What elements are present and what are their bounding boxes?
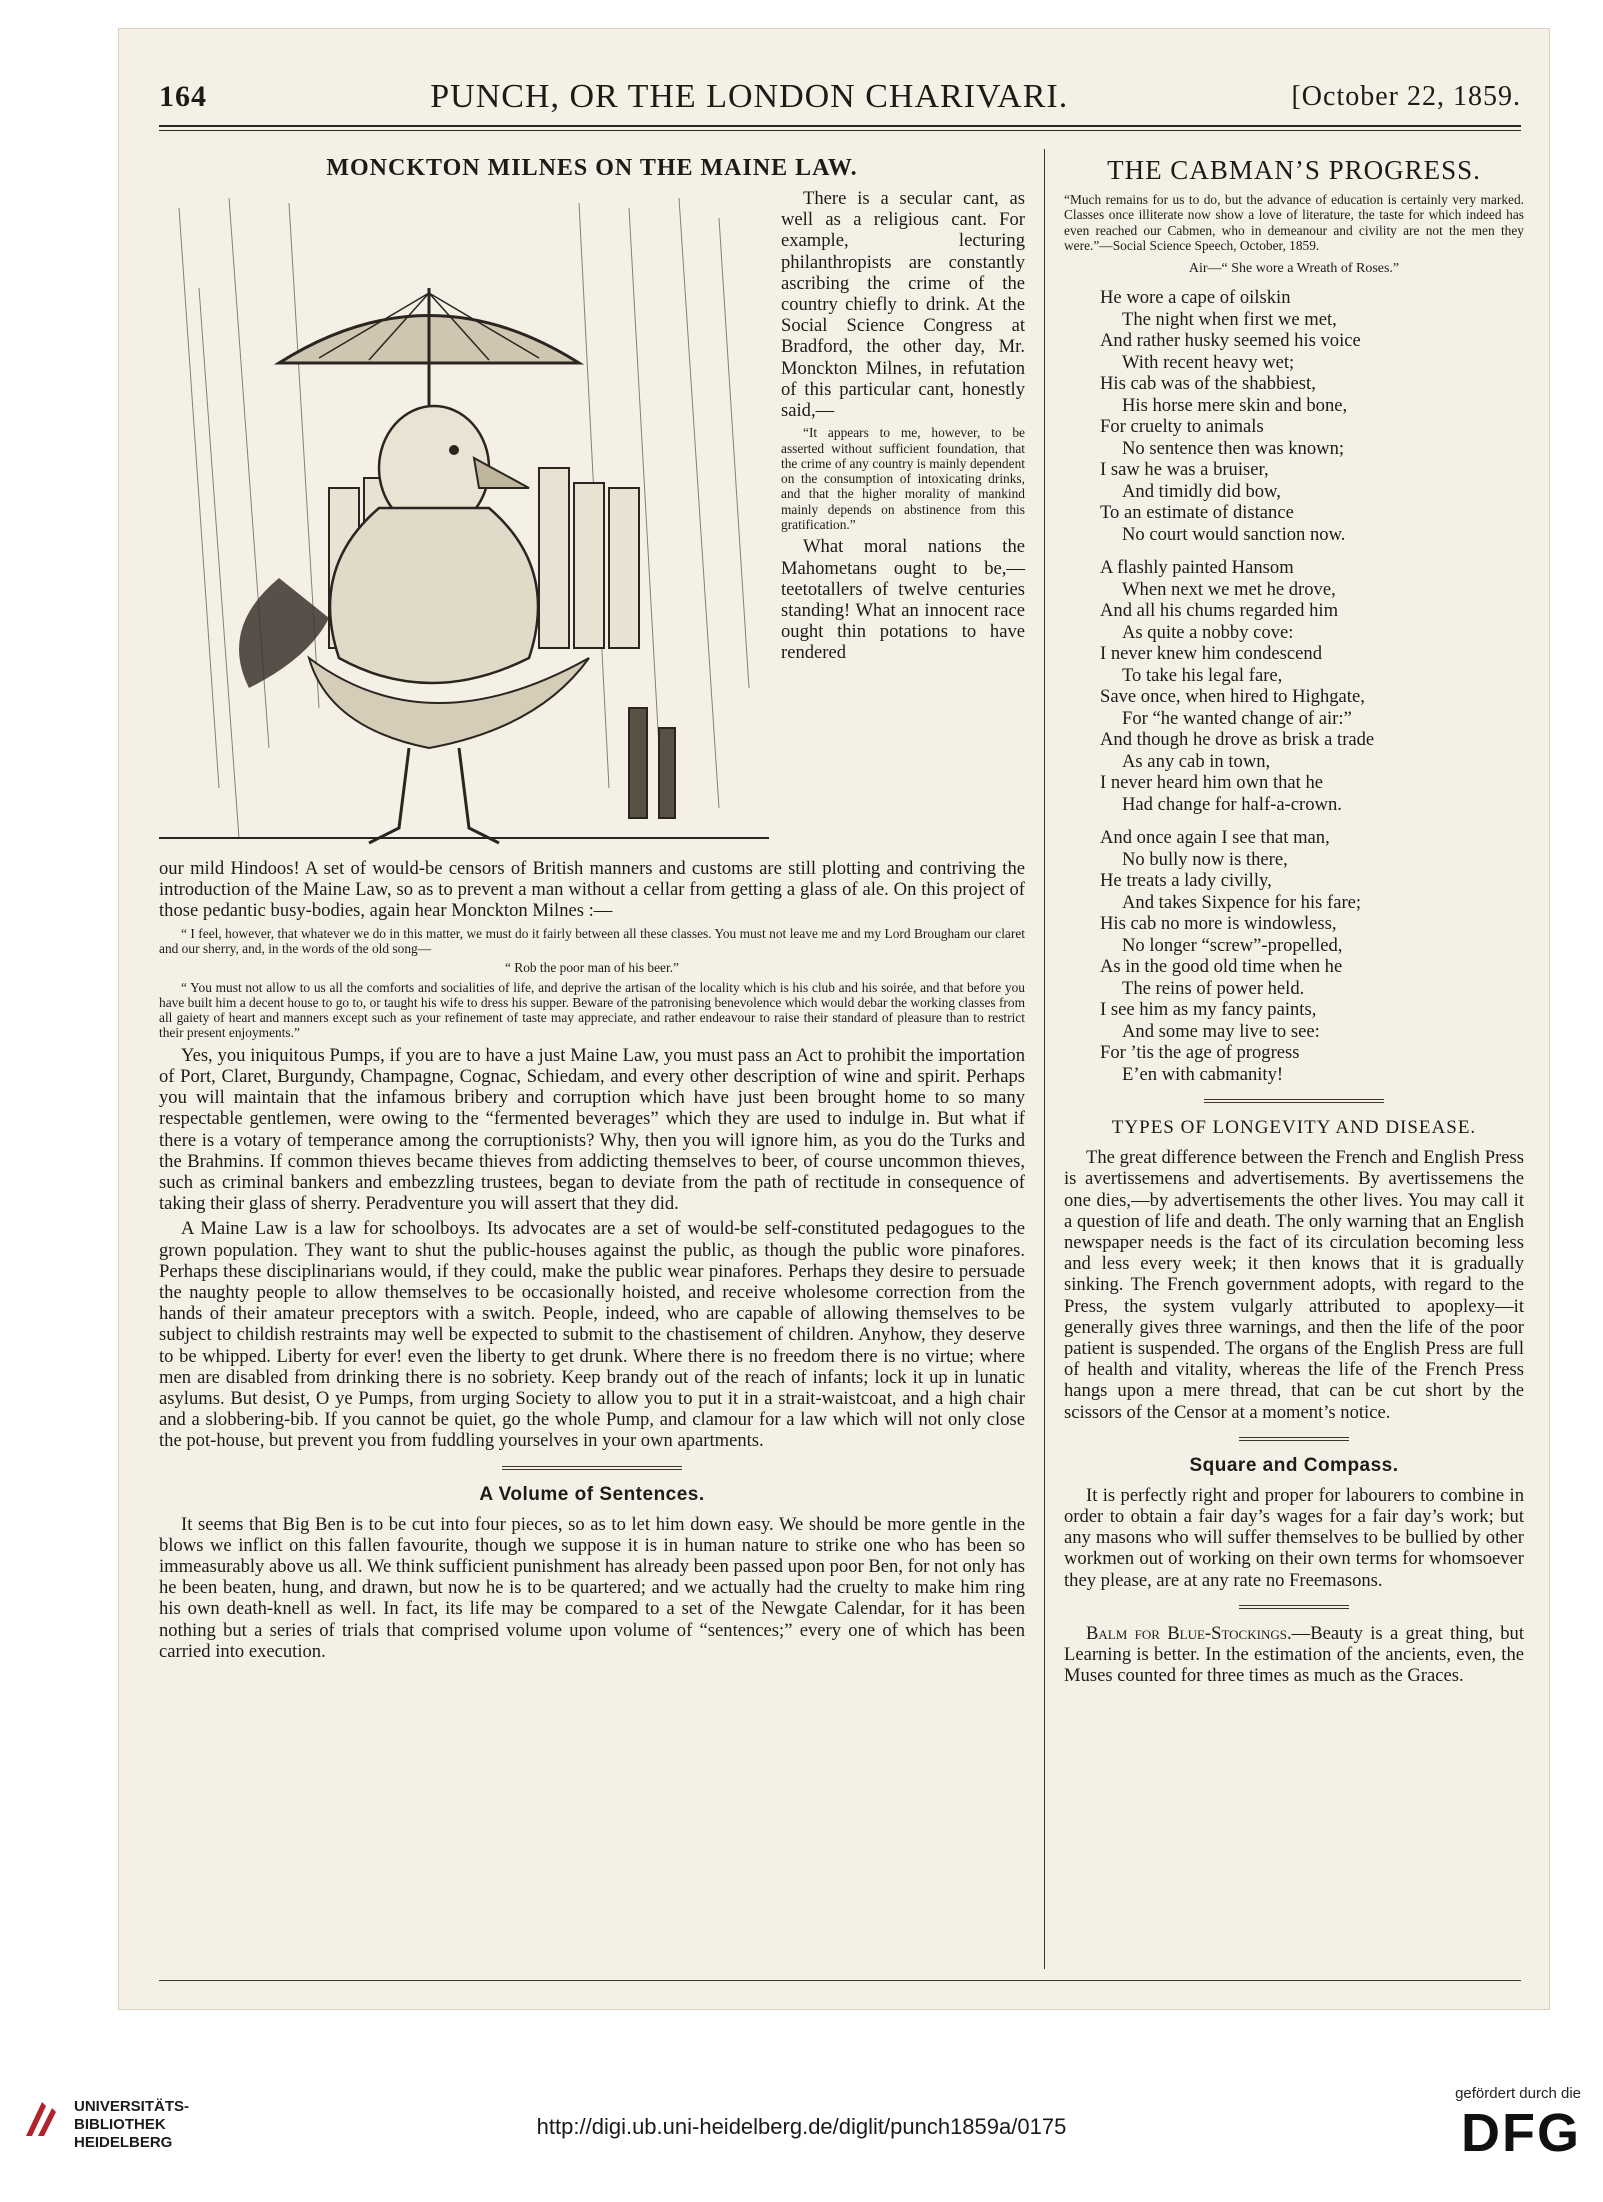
library-name-line: BIBLIOTHEK [74,2116,166,2133]
blue-stockings-paragraph [1064,1623,1524,1687]
viewer-footer [0,2030,1603,2202]
poem-line: Had change for half-a-crown. [1122,793,1342,815]
poem-stanza-2 [1100,557,1524,815]
cabman-air: Air—“ She wore a Wreath of Roses.” [1188,261,1400,277]
maine-quote-1: “It appears to me, however, to be asserted without sufficient foundation, that the crime of any country is mainly dependent on the consumption of intoxicating drinks, and that the higher morality of mankind mainly depends on abstinence from this gratification.” [781,425,1025,533]
poem-line: I never knew him condescend [1100,643,1323,665]
poem-line: And takes Sixpence for his fare; [1122,891,1362,913]
poem-line: And once again I see that man, [1100,827,1330,849]
poem-line: With recent heavy wet; [1122,351,1295,373]
right-column [1064,149,1524,1690]
left-column [159,149,1025,1666]
section-separator [1204,1099,1384,1103]
poem-line: The night when first we met, [1122,308,1337,330]
newspaper-page [118,28,1550,2010]
section-separator [502,1466,682,1470]
poem-line: And rather husky seemed his voice [1100,330,1361,352]
poem-line: The reins of power held. [1122,977,1305,999]
library-name-line: UNIVERSITÄTS- [74,2098,190,2115]
maine-quote-3: “ You must not allow to us all the comforts and socialities of life, and deprive the artisan of the locality which is his club and his soirée, and that before you have built him a decent house to go to, or taught his wife to dress his supper. Beware of the patronising benevolence which would debar the working classes from all gaiety of heart and manners except such as your refinement of taste may appreciate, and rather endeavour to raise their standard of pleasure than to restrict their present enjoyments.” [159,979,1025,1041]
blue-stockings-body: —Beauty is a great thing, but Learning is better. In the estimation of the ancients, even, the Muses counted for three times as much as the Graces. [1064,1622,1525,1687]
poem-line: No court would sanction now. [1122,523,1346,545]
article-title-volume-sentences: A Volume of Sentences. [479,1483,705,1505]
poem-line: And some may live to see: [1122,1020,1320,1042]
header-rule [159,125,1521,131]
section-separator [1239,1437,1349,1441]
poem-line: For ’tis the age of progress [1100,1042,1300,1064]
poem-line: His horse mere skin and bone, [1122,394,1348,416]
illustration-side-text [781,188,1025,858]
poem-line: A flashly painted Hansom [1100,557,1294,579]
funding-caption: gefördert durch die [1455,2085,1581,2102]
poem-line: For cruelty to animals [1100,416,1264,438]
library-name-line: HEIDELBERG [74,2134,173,2151]
poem-line: And timidly did bow, [1122,480,1281,502]
section-separator [1239,1605,1349,1609]
poem-line: I see him as my fancy paints, [1100,999,1317,1021]
square-compass-body: It is perfectly right and proper for labourers to combine in order to obtain a fair day’s wages for a fair day’s work; but any masons who will suffer themselves to be bullied by other workmen out of working on their own terms for whomsoever they please, are at any rate no Freemasons. [1064,1484,1524,1591]
poem-line: His cab was of the shabbiest, [1100,373,1316,395]
funding-logo[interactable] [1455,2085,1581,2163]
poem-line: I never heard him own that he [1100,772,1324,794]
poem-line: E’en with cabmanity! [1122,1063,1284,1085]
article-title-longevity: TYPES OF LONGEVITY AND DISEASE. [1111,1117,1477,1139]
issue-date: [October 22, 1859. [1291,81,1521,112]
page-header [159,69,1521,125]
poem-line: When next we met he drove, [1122,578,1336,600]
page-content [159,69,1525,1989]
poem-line: He wore a cape of oilskin [1100,287,1291,309]
poem-line: As any cab in town, [1122,750,1271,772]
poem-line: For “he wanted change of air:” [1122,707,1352,729]
poem-line: As in the good old time when he [1100,956,1343,978]
poem-stanza-1 [1100,287,1524,545]
poem-line: I saw he was a bruiser, [1100,459,1269,481]
poem-line: No bully now is there, [1122,848,1288,870]
poem-line: As quite a nobby cove: [1122,621,1294,643]
volume-sentences-body: It seems that Big Ben is to be cut into four pieces, so as to let him down easy. We should be more gentle in the blows we inflict on this fallen favourite, though we suppose it is in human nature to strike one who has been so immeasurably above us all. We think sufficient punishment has already been passed upon poor Ben, for not only has he been beaten, hung, and drawn, but now he is to be quartered; and we actually had the cruelty to make him ring his own death-knell as well. In fact, its life may be compared to a set of the Newgate Calendar, for it has been nothing but a series of trials that comprised volume upon volume of “sentences;” every one of which has been carried into execution. [159,1513,1025,1662]
dfg-logo: DFG [1461,2103,1581,2163]
cartoon-illustration [159,188,769,858]
column-divider [1044,149,1045,1969]
duck-umbrella-cartoon [159,188,769,858]
permalink-url[interactable]: http://digi.ub.uni-heidelberg.de/diglit/punch1859a/0175 [536,2114,1067,2139]
page-number: 164 [159,80,207,113]
maine-quote-2: “ I feel, however, that whatever we do in this matter, we must do it fairly between all these classes. You must not leave me and my Lord Brougham our claret and our sherry, and, in the words of the old song— [159,925,1025,956]
maine-para-2: Yes, you iniquitous Pumps, if you are to have a just Maine Law, you must pass an Act to prohibit the importation of Port, Claret, Burgundy, Champagne, Cognac, Schiedam, and every other description of wine and spirit. Perhaps you will maintain that the infamous bribery and corruption which have just been brought home to so many respectable gentlemen, were owing to the “fermented beverages” which they are used to indulge in. But what if there is a votary of temperance among the corruptionists? Why, then you will ignore him, as you do the Turks and the Brahmins. If common thieves became thieves from addicting themselves to beer, of course uncommon thieves, such as criminal bankers and embezzling trustees, began to deviate from the path of rectitude in consequence of taking their glass of sherry. Peradventure you will assert that they did. [159,1044,1025,1215]
bottom-rule [159,1980,1521,1981]
article-title-maine-law: MONCKTON MILNES ON THE MAINE LAW. [326,155,858,181]
poem-line: No longer “screw”-propelled, [1122,934,1343,956]
poem-line: Save once, when hired to Highgate, [1100,686,1365,708]
poem-line: And though he drove as brisk a trade [1100,729,1375,751]
maine-wrap-para: What moral nations the Mahometans ought to be,—teetotallers of twelve centuries standing! What an innocent race ought thin potations to have rendered [781,536,1025,664]
longevity-body: The great difference between the French and English Press is avertissemens and advertisements. By avertissemens the one dies,—by advertisements the other lives. You may call it a question of life and death. The only warning that an English newspaper needs is the fact of its circulation becoming less and less every week; it then knows that it is gradually sinking. The French government adopts, with regard to the Press, the system vulgarly attributed to apoplexy—it generally gives three warnings, and then the life of the poor patient is suspended. The organs of the English Press are full of health and vitality, whereas the life of the French Press hangs upon a mere thread, that can be cut short by the scissors of the Censor at a moment’s notice. [1064,1147,1524,1423]
maine-para-full: our mild Hindoos! A set of would-be censors of British manners and customs are still plotting and contriving the introduction of the Maine Law, so as to prevent a man without a cellar from getting a glass of ale. On this project of those pedantic busy-bodies, again hear Monckton Milnes :— [159,858,1025,922]
maine-para-3: A Maine Law is a law for schoolboys. Its advocates are a set of would-be self-constituted pedagogues to the grown population. They want to shut the public-houses against the public, as though the public wore pinafores. Perhaps these disciplinarians would, if they could, make the public wear pinafores. Perhaps they desire to persuade the naughty people to allow themselves to be occasionally hoisted, and receive wholesome correction from the hands of their amateur preceptors with a switch. People, indeed, who are capable of allowing themselves to be subject to childish restraints may well be expected to submit to the chastisement of children. Anyhow, they deserve to be whipped. Liberty for ever! even the liberty to get drunk. Where there is no freedom there is no virtue; where men are disabled from drinking there is no sobriety. Keep brandy out of the reach of infants; lock it up in lunatic asylums. But desist, O ye Pumps, from urging Society to allow you to put it in a strait-waistcoat, and a high chair and a slobbering-bib. If you cannot be quiet, go the whole Pump, and clamour for a law which will not only close the pot-house, but prevent you from fuddling yourselves in your own apartments. [159,1218,1025,1452]
cabman-epigraph: “Much remains for us to do, but the advance of education is certainly very marked. Classes once illiterate now show a love of literature, the taste for which indeed has even reached our Cabmen, who in demeanour and civility are not the men they were.”—Social Science Speech, October, 1859. [1064,192,1524,253]
maine-intro: There is a secular cant, as well as a religious cant. For example, lecturing philanthropists are constantly ascribing the crime of the country chiefly to drink. At the Social Science Congress at Bradford, the other day, Mr. Monckton Milnes, in refutation of this particular cant, honestly said,— [781,188,1025,422]
poem-line: To take his legal fare, [1122,664,1283,686]
illustration-wrap [159,188,1025,858]
maine-quote-2-line: “ Rob the poor man of his beer.” [504,960,680,976]
cabman-poem [1100,287,1524,1085]
article-title-square-compass: Square and Compass. [1189,1454,1399,1476]
poem-line: To an estimate of distance [1100,502,1294,524]
poem-stanza-3 [1100,827,1524,1085]
masthead-title: PUNCH, OR THE LONDON CHARIVARI. [430,78,1069,115]
poem-line: No sentence then was known; [1122,437,1345,459]
blue-stockings-lead: Balm for Blue-Stockings. [1086,1622,1292,1644]
poem-line: His cab no more is windowless, [1100,913,1337,935]
article-title-cabman: THE CABMAN’S PROGRESS. [1107,155,1481,185]
poem-line: He treats a lady civilly, [1100,870,1272,892]
poem-line: And all his chums regarded him [1100,600,1339,622]
